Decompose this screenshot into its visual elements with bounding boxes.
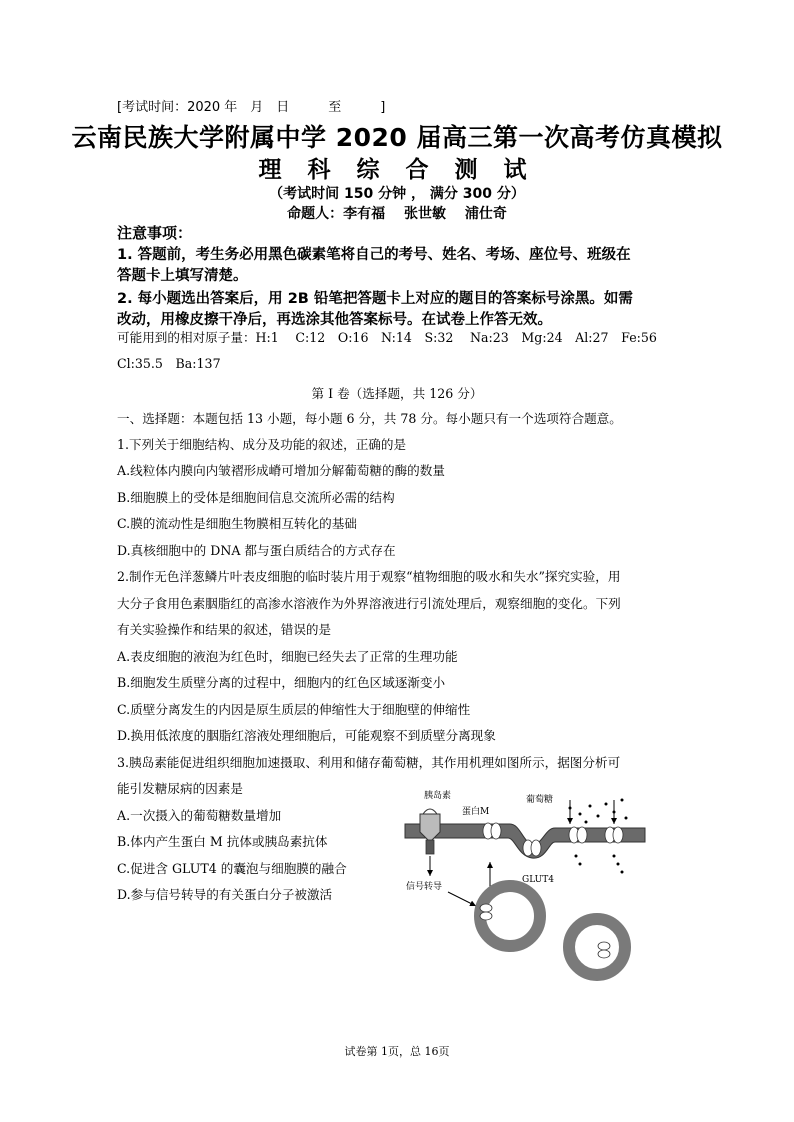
authors: 命题人：李有福 张世敏 浦仕奇 (287, 206, 507, 222)
question-option: C.膜的流动性是细胞生物膜相互转化的基础 (117, 516, 357, 531)
insulin-mechanism-diagram (400, 784, 680, 984)
question-stem: 2.制作无色洋葱鳞片叶表皮细胞的临时装片用于观察“植物细胞的吸水和失水”探究实验，用 (117, 569, 621, 584)
diagram-label-signal: 信号转导 (406, 882, 443, 892)
question-stem: 大分子食用色素胭脂红的高渗水溶液作为外界溶液进行引流处理后，观察细胞的变化。下列 (117, 596, 621, 611)
question-stem: 能引发糖尿病的因素是 (117, 781, 243, 796)
notice-line: 1. 答题前，考生务必用黑色碳素笔将自己的考号、姓名、考场、座位号、班级在 (117, 247, 631, 263)
notice-line: 2. 每小题选出答案后，用 2B 铅笔把答题卡上对应的题目的答案标号涂黑。如需 (117, 291, 633, 307)
question-option: B.体内产生蛋白 M 抗体或胰岛素抗体 (117, 834, 328, 849)
question-option: A.表皮细胞的液泡为红色时，细胞已经失去了正常的生理功能 (117, 649, 458, 664)
notice-title: 注意事项： (117, 224, 193, 242)
diagram-label-glut4: GLUT4 (522, 875, 554, 885)
question-option: B.细胞发生质壁分离的过程中，细胞内的红色区域逐渐变小 (117, 675, 446, 690)
question-option: C.促进含 GLUT4 的囊泡与细胞膜的融合 (117, 861, 347, 876)
question-stem: 3.胰岛素能促进组织细胞加速摄取、利用和储存葡萄糖，其作用机理如图所示，据图分析可 (117, 755, 621, 770)
school-title: 云南民族大学附属中学 2020 届高三第一次高考仿真模拟 (71, 123, 723, 152)
question-stem: 有关实验操作和结果的叙述，错误的是 (117, 622, 332, 637)
question-stem: 1.下列关于细胞结构、成分及功能的叙述，正确的是 (117, 437, 407, 452)
section-intro: 一、选择题：本题包括 13 小题，每小题 6 分，共 78 分。每小题只有一个选项符合题意。 (117, 411, 622, 426)
section-title: 第 I 卷（选择题，共 126 分） (311, 386, 483, 401)
diagram-label-protein-m: 蛋白M (462, 807, 490, 817)
question-option: B.细胞膜上的受体是细胞间信息交流所必需的结构 (117, 490, 395, 505)
question-option: D.换用低浓度的胭脂红溶液处理细胞后，可能观察不到质壁分离现象 (117, 728, 496, 743)
vesicle (569, 919, 625, 975)
notice-line: 改动，用橡皮擦干净后，再选涂其他答案标号。在试卷上作答无效。 (117, 312, 552, 328)
question-option: D.真核细胞中的 DNA 都与蛋白质结合的方式存在 (117, 543, 396, 558)
notice-line: 答题卡上填写清楚。 (117, 268, 248, 284)
question-option: C.质壁分离发生的内因是原生质层的伸缩性大于细胞壁的伸缩性 (117, 702, 471, 717)
question-option: D.参与信号转导的有关蛋白分子被激活 (117, 887, 333, 902)
page-footer: 试卷第 1页，总 16页 (344, 1045, 450, 1058)
exam-info: （考试时间 150 分钟 ， 满分 300 分） (269, 186, 525, 202)
diagram-label-glucose: 葡萄糖 (526, 795, 554, 805)
diagram-label-insulin: 胰岛素 (424, 791, 452, 801)
exam-time: [考试时间：2020 年 月 日 至 ] (117, 100, 386, 115)
atomic-masses-line: Cl:35.5 Ba:137 (117, 356, 221, 371)
question-option: A.一次摄入的葡萄糖数量增加 (117, 808, 282, 823)
subject-title: 理 科 综 合 测 试 (258, 157, 536, 183)
atomic-masses-line: 可能用到的相对原子量：H:1 C:12 O:16 N:14 S:32 Na:23 Mg:24 Al:27 Fe:56 (117, 330, 657, 345)
question-option: A.线粒体内膜向内皱褶形成嵴可增加分解葡萄糖的酶的数量 (117, 463, 445, 478)
